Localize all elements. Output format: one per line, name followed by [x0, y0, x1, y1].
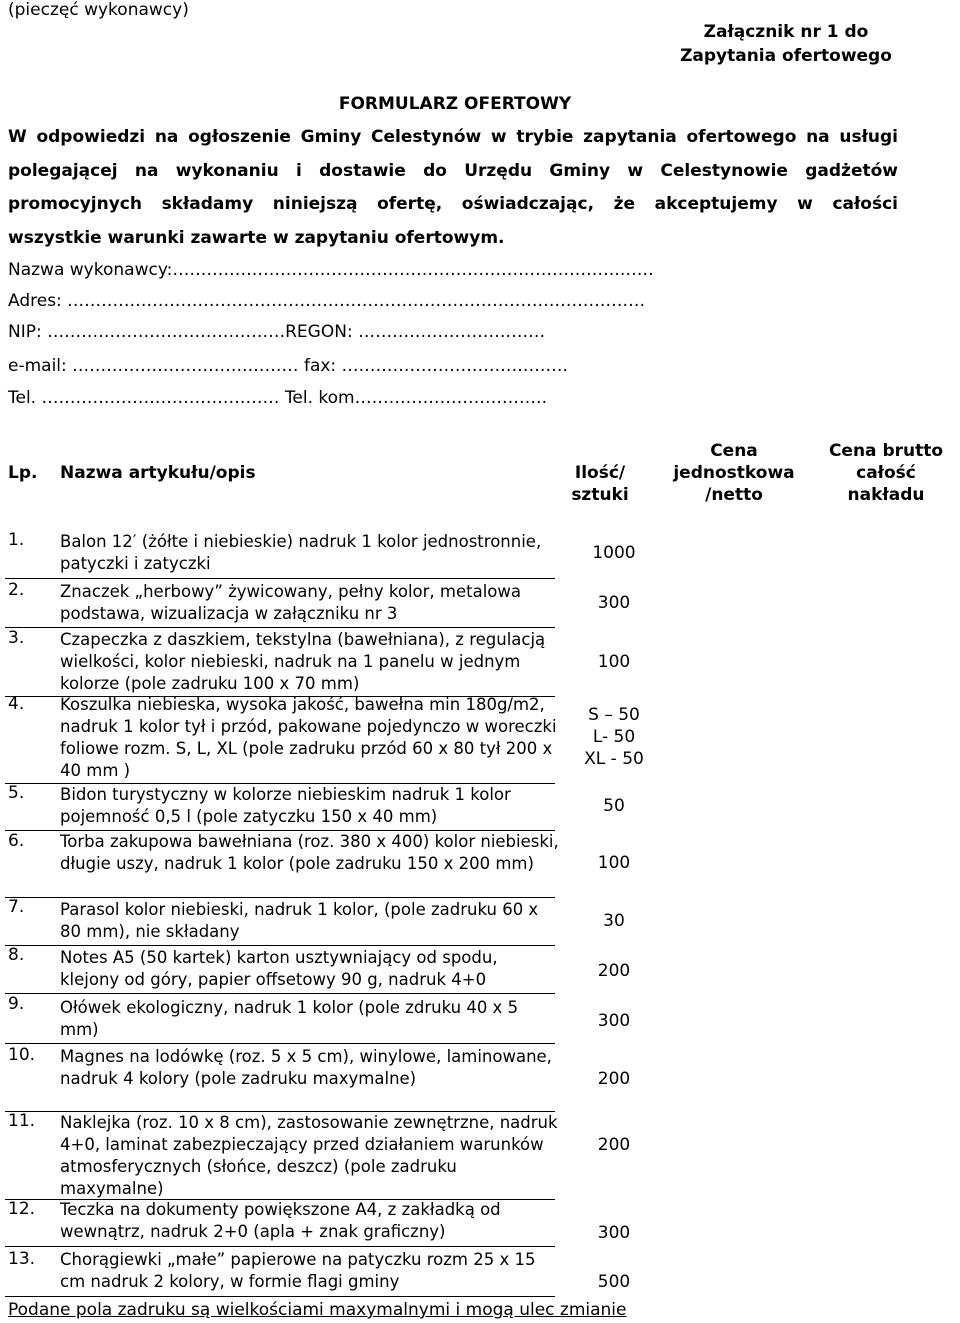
- row-quantity-line: XL - 50: [584, 749, 644, 769]
- row-description: Czapeczka z daszkiem, tekstylna (bawełniana), z regulacją wielkości, kolor niebieski, nadruk na 1 panelu w jednym kolorze (pole zadruku 100 x 70 mm): [60, 630, 546, 693]
- row-lp: 11.: [8, 1111, 36, 1131]
- company-name-field[interactable]: Nazwa wykonawcy:…………………………………………………………………….……: [8, 260, 654, 280]
- row-lp: 3.: [8, 628, 25, 648]
- phone-field[interactable]: Tel. …………………………………… Tel. kom…………………………….: [8, 388, 547, 408]
- row-description: Parasol kolor niebieski, nadruk 1 kolor, (pole zadruku 60 x 80 mm), nie składany: [60, 900, 539, 941]
- row-lp: 4.: [8, 694, 25, 714]
- row-divider: [5, 945, 555, 946]
- intro-line: W odpowiedzi na ogłoszenie Gminy Celestynów w trybie zapytania ofertowego na usługi: [8, 127, 898, 147]
- row-lp: 7.: [8, 897, 25, 917]
- header-name: Nazwa artykułu/opis: [60, 463, 256, 483]
- row-lp: 9.: [8, 994, 25, 1014]
- header-gross-price: [816, 440, 956, 506]
- row-quantity: [555, 704, 673, 770]
- row-divider: [5, 1043, 555, 1044]
- footer-note: Podane pola zadruku są wielkościami maxymalnymi i mogą ulec zmianie: [8, 1300, 627, 1320]
- row-description: Teczka na dokumenty powiększone A4, z zakładką od wewnątrz, nadruk 2+0 (apla + znak graficzny): [60, 1200, 501, 1241]
- row-quantity-line: L- 50: [592, 727, 636, 747]
- row-lp: 10.: [8, 1045, 36, 1065]
- header-unit-line: jednostkowa: [673, 463, 795, 483]
- row-description: Znaczek „herbowy” żywicowany, pełny kolor, metalowa podstawa, wizualizacja w załączniku nr 3: [60, 582, 521, 623]
- header-gross-line: nakładu: [847, 485, 925, 505]
- row-quantity: 30: [603, 911, 625, 931]
- row-description: Chorągiewki „małe” papierowe na patyczku rozm 25 x 15 cm nadruk 2 kolory, w formie flagi gminy: [60, 1250, 536, 1291]
- stamp-placeholder-label: (pieczęć wykonawcy): [8, 0, 189, 20]
- row-description: Koszulka niebieska, wysoka jakość, bawełna min 180g/m2, nadruk 1 kolor tył i przód, pakowane pojedynczo w woreczki foliowe rozm. S, L, XL (pole zadruku przód 60 x 80 tył 200 x 40 mm ): [60, 695, 557, 780]
- header-unit-line: /netto: [705, 485, 763, 505]
- row-divider: [5, 627, 555, 628]
- email-fax-field[interactable]: e-mail: ………………………….……… fax: ………………………………….: [8, 356, 568, 376]
- row-description: Balon 12′ (żółte i niebieskie) nadruk 1 kolor jednostronnie, patyczki i zatyczki: [60, 532, 542, 573]
- row-lp: 6.: [8, 831, 25, 851]
- header-unit-line: Cena: [710, 441, 758, 461]
- header-quantity-line: Ilość/: [574, 463, 626, 483]
- row-divider: [5, 578, 555, 579]
- row-description: Magnes na lodówkę (roz. 5 x 5 cm), winylowe, laminowane, nadruk 4 kolory (pole zadruku maxymalne): [60, 1047, 552, 1088]
- row-quantity: 300: [597, 1223, 631, 1243]
- intro-line: wszystkie warunki zawarte w zapytaniu ofertowym.: [8, 227, 505, 248]
- row-lp: 8.: [8, 945, 25, 965]
- row-description: Naklejka (roz. 10 x 8 cm), zastosowanie zewnętrzne, nadruk 4+0, laminat zabezpieczający przed działaniem warunków atmosferycznych (słońce, deszcz) (pole zadruku maxymalne): [60, 1113, 558, 1198]
- row-divider: [5, 1296, 555, 1297]
- row-quantity: 1000: [592, 543, 636, 563]
- annex-heading: [636, 20, 936, 68]
- row-description: Ołówek ekologiczny, nadruk 1 kolor (pole zdruku 40 x 5 mm): [60, 998, 519, 1039]
- nip-regon-field[interactable]: NIP: ……………………………………REGON: ……………………………: [8, 322, 546, 342]
- row-quantity-line: S – 50: [588, 705, 640, 725]
- header-gross-line: całość: [856, 463, 916, 483]
- row-description: Torba zakupowa bawełniana (roz. 380 x 400) kolor niebieski, długie uszy, nadruk 1 kolor (pole zadruku 150 x 200 mm): [60, 832, 559, 873]
- row-divider: [5, 993, 555, 994]
- row-quantity: 200: [597, 1069, 631, 1089]
- intro-paragraph: [8, 121, 898, 255]
- row-quantity: 200: [597, 961, 631, 981]
- header-lp: Lp.: [8, 463, 38, 483]
- intro-line: promocyjnych składamy niniejszą ofertę, oświadczając, że akceptujemy w całości: [8, 194, 898, 214]
- header-quantity: [560, 462, 640, 506]
- row-quantity: 300: [597, 1011, 631, 1031]
- row-divider: [5, 897, 555, 898]
- row-description: Bidon turystyczny w kolorze niebieskim nadruk 1 kolor pojemność 0,5 l (pole zatyczku 150 x 40 mm): [60, 785, 511, 826]
- row-lp: 2.: [8, 580, 25, 600]
- address-field[interactable]: Adres: …………………………………………………………………………………………: [8, 291, 646, 311]
- form-title: FORMULARZ OFERTOWY: [338, 94, 572, 114]
- header-unit-price: [664, 440, 804, 506]
- intro-line: polegającej na wykonaniu i dostawie do Urzędu Gminy w Celestynowie gadżetów: [8, 160, 898, 181]
- row-description: Notes A5 (50 kartek) karton usztywniający od spodu, klejony od góry, papier offsetowy 90 g, nadruk 4+0: [60, 948, 498, 989]
- row-lp: 12.: [8, 1199, 36, 1219]
- row-lp: 1.: [8, 530, 25, 550]
- row-divider: [5, 1246, 555, 1247]
- row-quantity: 50: [603, 796, 625, 816]
- header-quantity-line: sztuki: [571, 485, 629, 505]
- row-lp: 5.: [8, 783, 25, 803]
- row-quantity: 100: [597, 853, 631, 873]
- row-quantity: 300: [597, 593, 631, 613]
- row-quantity: 200: [597, 1135, 631, 1155]
- row-quantity: 100: [597, 652, 631, 672]
- annex-line-1: Załącznik nr 1 do: [703, 22, 869, 42]
- row-lp: 13.: [8, 1249, 36, 1269]
- header-gross-line: Cena brutto: [828, 441, 944, 461]
- annex-line-2: Zapytania ofertowego: [680, 46, 892, 66]
- row-quantity: 500: [597, 1272, 631, 1292]
